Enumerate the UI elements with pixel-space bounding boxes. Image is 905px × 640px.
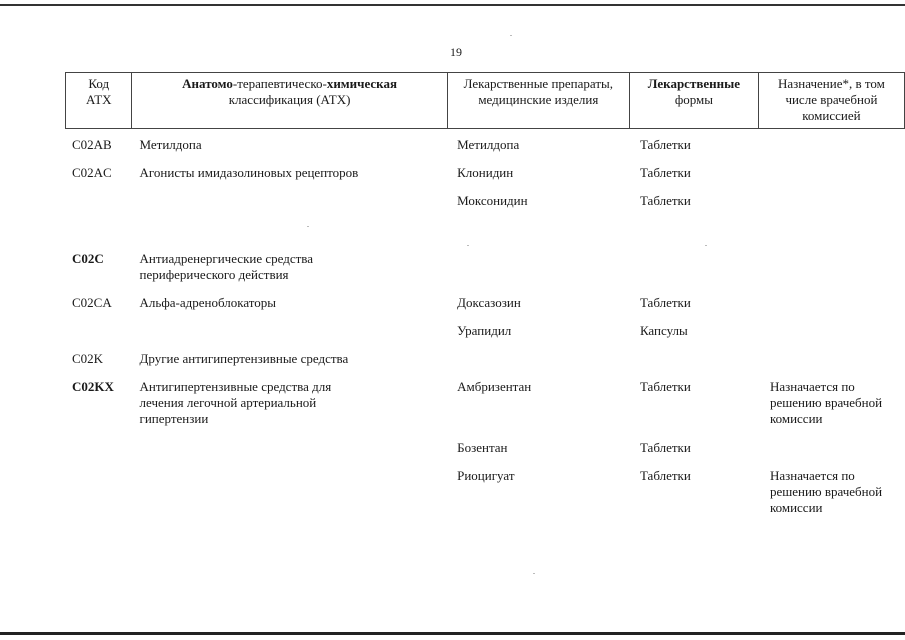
row-note xyxy=(758,135,905,163)
header-code xyxy=(66,73,132,129)
row-classification: Антиадренергические средства периферического действия xyxy=(139,251,314,282)
row-code xyxy=(65,466,134,522)
row-code: C02KX xyxy=(72,379,114,394)
table-header xyxy=(65,72,905,129)
row-form: Таблетки xyxy=(639,165,691,180)
row-drug: Метилдопа xyxy=(457,137,520,152)
bottom-rule xyxy=(0,632,905,635)
row-form xyxy=(632,349,758,377)
table-row xyxy=(65,438,905,466)
row-note: Назначается по решению врачебной комиссии xyxy=(769,379,883,426)
header-classification-text: Анатомо-терапевтическо-химическая классификация (АТХ) xyxy=(182,76,398,107)
header-row xyxy=(66,73,905,129)
row-drug: Бозентан xyxy=(457,440,508,455)
row-classification: Другие антигипертензивные средства xyxy=(139,351,349,366)
row-drug: Амбризентан xyxy=(457,379,532,394)
row-drug xyxy=(449,349,632,377)
row-drug: Урапидил xyxy=(457,323,512,338)
header-code-text: Код АТХ xyxy=(85,76,112,107)
table-row xyxy=(65,466,905,522)
scan-speck xyxy=(705,245,707,246)
row-drug xyxy=(449,249,632,293)
row-spacer xyxy=(65,219,905,249)
row-code: C02AB xyxy=(72,137,112,152)
row-classification: Агонисты имидазолиновых рецепторов xyxy=(139,165,359,180)
table-row xyxy=(65,249,905,293)
row-note xyxy=(758,191,905,219)
row-code xyxy=(65,438,134,466)
table-row xyxy=(65,163,905,191)
row-note xyxy=(758,293,905,321)
row-classification xyxy=(134,466,450,522)
row-classification xyxy=(134,321,450,349)
header-drugs-text: Лекарственные препараты, медицинские изделия xyxy=(463,76,614,107)
row-code xyxy=(65,191,134,219)
scan-speck xyxy=(467,245,469,246)
row-drug: Риоцигуат xyxy=(457,468,515,483)
row-code: C02CA xyxy=(72,295,112,310)
row-classification: Метилдопа xyxy=(139,137,202,152)
page-number: 19 xyxy=(450,45,462,59)
header-note xyxy=(758,73,904,129)
row-code: C02AC xyxy=(72,165,112,180)
row-classification: Антигипертензивные средства для лечения легочной артериальной гипертензии xyxy=(139,379,332,426)
row-form: Таблетки xyxy=(639,137,691,152)
row-form: Таблетки xyxy=(639,193,691,208)
row-classification xyxy=(134,438,450,466)
row-note xyxy=(758,163,905,191)
row-form: Таблетки xyxy=(639,295,691,310)
row-form: Таблетки xyxy=(639,468,691,483)
row-code: C02K xyxy=(72,351,104,366)
row-note: Назначается по решению врачебной комиссии xyxy=(769,468,883,515)
table-row xyxy=(65,321,905,349)
row-code: C02C xyxy=(72,251,104,266)
header-forms-text: Лекарственные формы xyxy=(647,76,741,107)
scan-speck xyxy=(510,35,512,36)
header-forms xyxy=(629,73,758,129)
top-rule xyxy=(0,4,905,6)
row-form xyxy=(632,249,758,293)
row-note xyxy=(758,321,905,349)
row-drug: Доксазозин xyxy=(457,295,521,310)
row-form: Капсулы xyxy=(639,323,688,338)
row-drug: Клонидин xyxy=(457,165,514,180)
header-classification xyxy=(132,73,447,129)
row-classification xyxy=(134,191,450,219)
table-row xyxy=(65,377,905,438)
table-row xyxy=(65,135,905,163)
row-code xyxy=(65,321,134,349)
header-note-text: Назначение*, в том числе врачебной комиссией xyxy=(778,76,885,123)
table-row xyxy=(65,349,905,377)
scan-speck xyxy=(307,226,309,227)
row-drug: Моксонидин xyxy=(457,193,528,208)
atc-table-body xyxy=(65,135,905,522)
table-row xyxy=(65,191,905,219)
header-drugs xyxy=(447,73,629,129)
scan-speck xyxy=(533,573,535,574)
row-form: Таблетки xyxy=(639,440,691,455)
row-classification: Альфа-адреноблокаторы xyxy=(139,295,277,310)
row-form: Таблетки xyxy=(639,379,691,394)
row-note xyxy=(758,249,905,293)
row-note xyxy=(758,349,905,377)
row-note xyxy=(758,438,905,466)
table-row xyxy=(65,293,905,321)
